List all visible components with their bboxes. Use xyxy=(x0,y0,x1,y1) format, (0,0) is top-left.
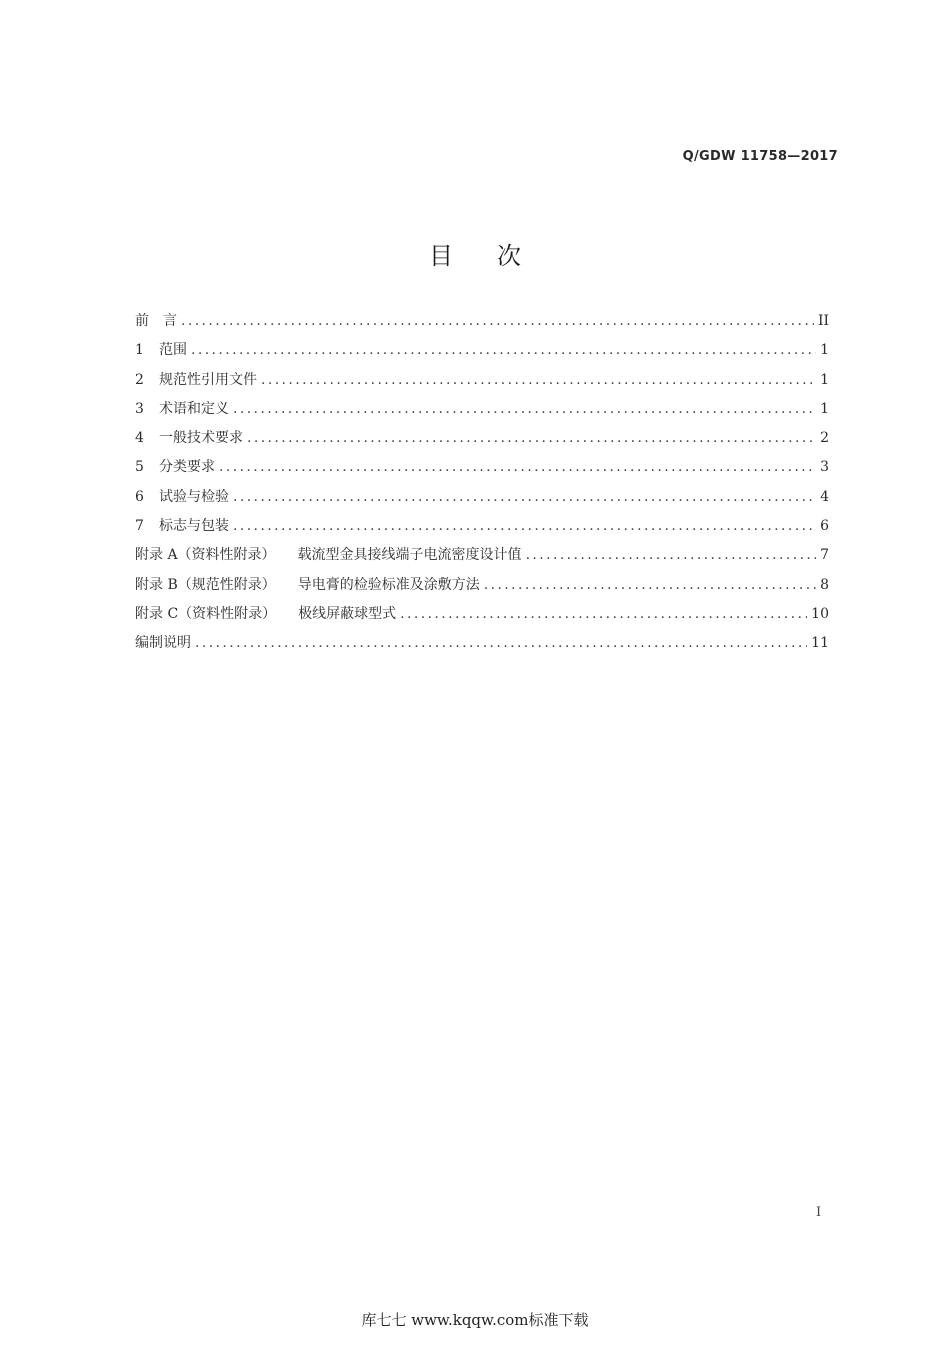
document-code: Q/GDW 11758—2017 xyxy=(682,149,838,164)
toc-entry-foreword[interactable] xyxy=(135,310,829,339)
toc-leader-dots xyxy=(247,430,816,446)
toc-title: 目次 xyxy=(429,242,565,270)
toc-entry-6[interactable] xyxy=(135,486,829,515)
toc-page-number: 6 xyxy=(820,518,829,535)
toc-page-number: 10 xyxy=(811,605,829,622)
toc-entry-label: 附录 B（规范性附录） 导电膏的检验标准及涂敷方法 xyxy=(135,576,480,593)
toc-leader-dots xyxy=(400,606,807,622)
toc-entry-4[interactable] xyxy=(135,427,829,456)
toc-entry-label: 7 标志与包装 xyxy=(135,518,229,535)
toc-leader-dots xyxy=(261,372,816,388)
toc-page-number: 3 xyxy=(820,459,829,476)
watermark-text: 库七七 www.kqqw.com标准下载 xyxy=(361,1311,589,1329)
toc-entry-label: 6 试验与检验 xyxy=(135,488,229,505)
table-of-contents xyxy=(135,310,829,662)
toc-entry-label: 附录 A（资料性附录） 载流型金具接线端子电流密度设计值 xyxy=(135,547,522,564)
toc-entry-appendix-b[interactable] xyxy=(135,574,829,603)
toc-entry-1[interactable] xyxy=(135,339,829,368)
toc-leader-dots xyxy=(191,342,816,358)
toc-entry-explanation[interactable] xyxy=(135,632,829,661)
toc-entry-label: 附录 C（资料性附录） 极线屏蔽球型式 xyxy=(135,605,397,622)
toc-entry-label: 前 言 xyxy=(135,313,177,329)
toc-entry-label: 3 术语和定义 xyxy=(135,400,229,417)
toc-leader-dots xyxy=(526,547,817,563)
toc-page-number: 1 xyxy=(820,342,829,359)
toc-leader-dots xyxy=(195,635,807,651)
toc-entry-label: 1 范围 xyxy=(135,342,187,359)
toc-entry-label: 5 分类要求 xyxy=(135,459,215,476)
toc-page-number: 1 xyxy=(820,371,829,388)
toc-entry-appendix-c[interactable] xyxy=(135,603,829,632)
toc-page-number: 11 xyxy=(811,635,829,652)
toc-entry-label: 2 规范性引用文件 xyxy=(135,371,257,388)
toc-page-number: 7 xyxy=(820,547,829,564)
page-number: I xyxy=(816,1205,822,1220)
toc-leader-dots xyxy=(219,459,816,475)
toc-leader-dots xyxy=(484,577,816,593)
toc-entry-5[interactable] xyxy=(135,456,829,485)
toc-page-number: 4 xyxy=(820,488,829,505)
toc-entry-appendix-a[interactable] xyxy=(135,544,829,573)
toc-entry-3[interactable] xyxy=(135,398,829,427)
toc-page-number: 2 xyxy=(820,430,829,447)
toc-leader-dots xyxy=(233,518,816,534)
toc-entry-2[interactable] xyxy=(135,369,829,398)
toc-page-number: 8 xyxy=(820,576,829,593)
toc-leader-dots xyxy=(181,313,814,329)
toc-entry-label: 4 一般技术要求 xyxy=(135,430,243,447)
toc-entry-7[interactable] xyxy=(135,515,829,544)
toc-leader-dots xyxy=(233,401,816,417)
toc-entry-label: 编制说明 xyxy=(135,635,191,652)
toc-leader-dots xyxy=(233,489,816,505)
toc-page-number: 1 xyxy=(820,400,829,417)
toc-page-number: II xyxy=(817,313,829,329)
